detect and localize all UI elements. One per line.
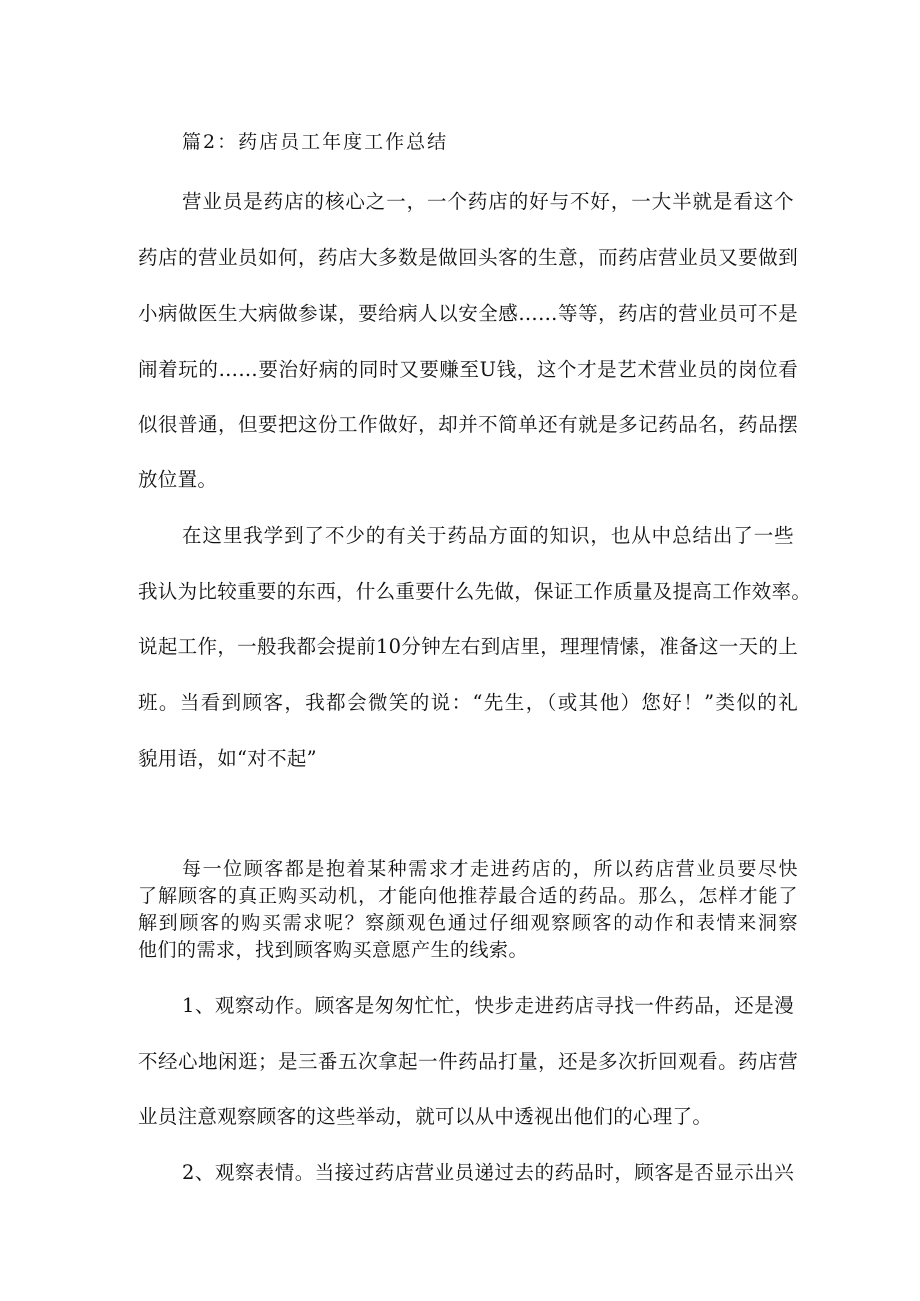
- section-heading: 篇2：药店员工年度工作总结: [182, 131, 449, 153]
- paragraph-line: 解到顾客的购买需求呢？察颜观色通过仔细观察顾客的动作和表情来洞察: [138, 912, 798, 934]
- paragraph-line: 貌用语，如“对不起”: [138, 747, 317, 770]
- paragraph-line: 说起工作，一般我都会提前10分钟左右到店里，理理情愫，准备这一天的上: [138, 635, 798, 658]
- paragraph-line: 我认为比较重要的东西，什么重要什么先做，保证工作质量及提高工作效率。: [138, 580, 812, 603]
- paragraph-line: 放位置。: [138, 468, 218, 491]
- paragraph-line: 了解顾客的真正购买动机，才能向他推荐最合适的药品。那么，怎样才能了: [138, 885, 798, 907]
- paragraph-line: 2、观察表情。当接过药店营业员递过去的药品时，顾客是否显示出兴: [182, 1161, 794, 1184]
- paragraph-line: 业员注意观察顾客的这些举动，就可以从中透视出他们的心理了。: [138, 1105, 713, 1128]
- paragraph-line: 不经心地闲逛；是三番五次拿起一件药品打量，还是多次折回观看。药店营: [138, 1050, 798, 1073]
- paragraph-line: 营业员是药店的核心之一，一个药店的好与不好，一大半就是看这个: [182, 190, 794, 213]
- dense-paragraph: [138, 856, 798, 964]
- paragraph-line: 闹着玩的……要治好病的同时又要赚至U钱，这个才是艺术营业员的岗位看: [138, 358, 798, 381]
- paragraph-line: 小病做医生大病做参谋，要给病人以安全感……等等，药店的营业员可不是: [138, 302, 798, 325]
- paragraph-line: 在这里我学到了不少的有关于药品方面的知识，也从中总结出了一些: [182, 524, 794, 547]
- paragraph-line: 似很普通，但要把这份工作做好，却并不简单还有就是多记药品名，药品摆: [138, 413, 798, 436]
- paragraph-line: 1、观察动作。顾客是匆匆忙忙，快步走进药店寻找一件药品，还是漫: [182, 994, 794, 1017]
- paragraph-line: 每一位顾客都是抱着某种需求才走进药店的，所以药店营业员要尽快: [182, 858, 798, 880]
- paragraph-line: 药店的营业员如何，药店大多数是做回头客的生意，而药店营业员又要做到: [138, 246, 798, 269]
- paragraph-line: 他们的需求，找到顾客购买意愿产生的线索。: [138, 939, 529, 961]
- paragraph-line: 班。当看到顾客，我都会微笑的说：“先生，（或其他）您好！”类似的礼: [138, 691, 798, 714]
